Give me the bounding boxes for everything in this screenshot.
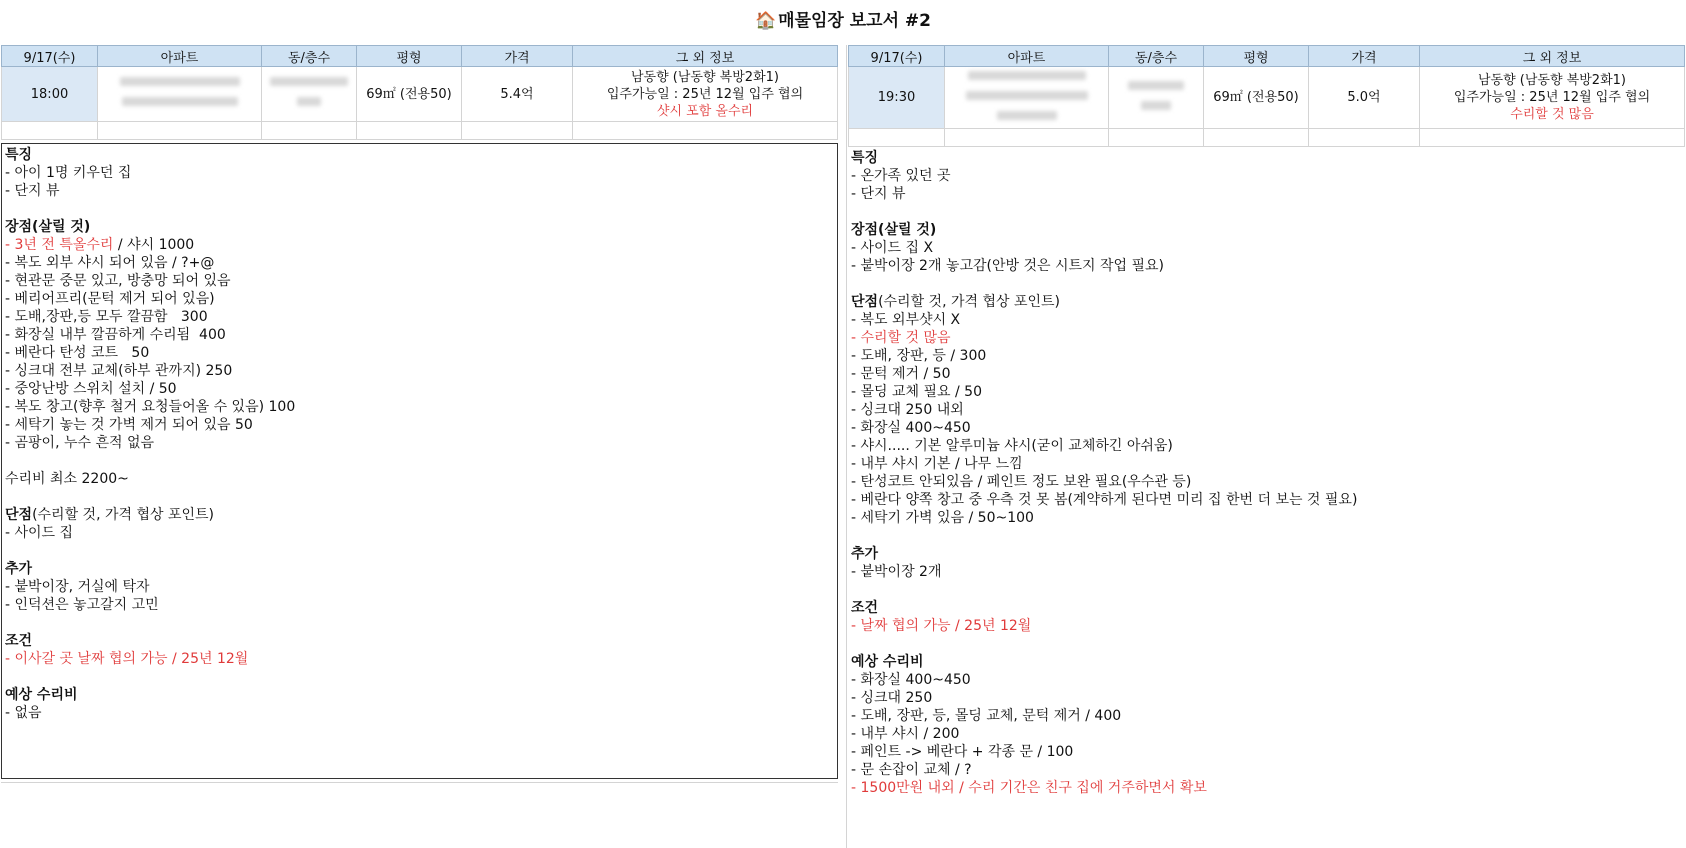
note-text: 추가 [5, 561, 33, 577]
apartment-cell-blurred[interactable] [98, 67, 262, 122]
note-text: - 도배, 장판, 등 / 300 [851, 348, 987, 364]
empty-cell[interactable] [262, 122, 357, 140]
note-line [851, 437, 1682, 455]
redacted-text [966, 91, 1088, 100]
section-heading [5, 686, 834, 704]
time-cell[interactable]: 19:30 [849, 67, 945, 129]
note-text: - 싱크대 250 [851, 690, 933, 706]
note-text: - 복도 외부 샤시 되어 있음 / ?+@ [5, 255, 215, 271]
note-text: - 화장실 내부 깔끔하게 수리됨 400 [5, 327, 226, 343]
note-text: 조건 [5, 633, 33, 649]
note-text: - 붙박이장, 거실에 탁자 [5, 579, 150, 595]
note-text: - 사이드 집 X [851, 240, 934, 256]
empty-cell[interactable] [1309, 129, 1420, 147]
note-line [5, 164, 834, 182]
note-text: - 탄성코트 안되있음 / 페인트 정도 보완 필요(우수관 등) [851, 474, 1192, 490]
section-heading [851, 221, 1682, 239]
blank-line [5, 614, 834, 632]
note-text: - 내부 샤시 / 200 [851, 726, 960, 742]
blank-line [5, 452, 834, 470]
col-header-price[interactable]: 가격 [462, 46, 573, 67]
note-text: 단점 [851, 294, 879, 310]
col-header-building-floor[interactable]: 동/층수 [262, 46, 357, 67]
price-cell[interactable]: 5.4억 [462, 67, 573, 122]
note-text-suffix: / 샤시 1000 [113, 237, 195, 253]
note-text: - 베란다 탄성 코트 50 [5, 345, 150, 361]
note-text: - 날짜 협의 가능 / 25년 12월 [851, 618, 1032, 634]
empty-cell[interactable] [462, 122, 573, 140]
col-header-other-info[interactable]: 그 외 정보 [573, 46, 838, 67]
move-in-text: 입주가능일 : 25년 12월 입주 협의 [1453, 90, 1651, 105]
note-line [5, 326, 834, 344]
note-line [5, 398, 834, 416]
note-line [851, 239, 1682, 257]
note-text: - 문 손잡이 교체 / ? [851, 762, 972, 778]
note-line [5, 578, 834, 596]
note-line [851, 725, 1682, 743]
note-text: 예상 수리비 [851, 654, 924, 670]
empty-cell[interactable] [945, 129, 1109, 147]
blank-line [851, 203, 1682, 221]
note-line [5, 596, 834, 614]
note-text: - 세탁기 가벽 있음 / 50~100 [851, 510, 1034, 526]
note-line [5, 308, 834, 326]
note-text: - 인덕션은 놓고갈지 고민 [5, 597, 159, 613]
note-text: 수리비 최소 2200~ [5, 471, 129, 487]
note-line [5, 650, 834, 668]
section-heading [5, 632, 834, 650]
other-info-cell[interactable] [573, 67, 838, 122]
note-text: - 사이드 집 [5, 525, 74, 541]
note-line [851, 743, 1682, 761]
condition-text: 샷시 포함 올수리 [656, 103, 754, 119]
note-text: - 없음 [5, 705, 42, 721]
empty-cell[interactable] [1420, 129, 1685, 147]
section-heading [851, 149, 1682, 167]
size-cell[interactable]: 69㎡ (전용50) [357, 67, 462, 122]
note-text: - 샤시..... 기본 알루미늄 샤시(굳이 교체하긴 아쉬움) [851, 438, 1173, 454]
section-heading [851, 599, 1682, 617]
blank-line [5, 200, 834, 218]
notes-box[interactable] [848, 147, 1685, 837]
note-text: 예상 수리비 [5, 687, 78, 703]
note-text: 특징 [851, 150, 879, 166]
col-header-other-info[interactable]: 그 외 정보 [1420, 46, 1685, 67]
section-heading [5, 560, 834, 578]
note-text: 특징 [5, 147, 33, 163]
redacted-text [997, 111, 1057, 120]
empty-cell[interactable] [1204, 129, 1309, 147]
note-line [851, 365, 1682, 383]
price-cell[interactable]: 5.0억 [1309, 67, 1420, 129]
note-line [5, 470, 834, 488]
note-line [851, 167, 1682, 185]
note-text: - 화장실 400~450 [851, 672, 971, 688]
note-text-suffix: (수리할 것, 가격 협상 포인트) [32, 507, 215, 523]
note-line [851, 689, 1682, 707]
report-title-text: 매물임장 보고서 #2 [778, 11, 932, 31]
listing-panel-2 [848, 45, 1685, 837]
note-text: 추가 [851, 546, 879, 562]
note-line [851, 383, 1682, 401]
section-heading [5, 506, 834, 524]
note-line [851, 473, 1682, 491]
empty-cell[interactable] [573, 122, 838, 140]
note-line [851, 761, 1682, 779]
note-text: - 붙박이장 2개 놓고감(안방 것은 시트지 작업 필요) [851, 258, 1164, 274]
note-text: - 아이 1명 키우던 집 [5, 165, 132, 181]
note-text: 장점(살릴 것) [851, 222, 937, 238]
empty-cell[interactable] [1109, 129, 1204, 147]
note-text: - 수리할 것 많음 [851, 330, 951, 346]
redacted-text [270, 77, 348, 86]
note-text: - 싱크대 250 내외 [851, 402, 964, 418]
note-line [851, 491, 1682, 509]
note-line [5, 182, 834, 200]
size-cell[interactable]: 69㎡ (전용50) [1204, 67, 1309, 129]
note-line [5, 704, 834, 722]
note-text: - 1500만원 내외 / 수리 기간은 친구 집에 거주하면서 확보 [851, 780, 1207, 796]
blank-line [5, 488, 834, 506]
note-line [5, 272, 834, 290]
redacted-text [1128, 81, 1184, 90]
note-text: - 문턱 제거 / 50 [851, 366, 951, 382]
redacted-text [968, 71, 1086, 80]
time-cell[interactable]: 18:00 [2, 67, 98, 122]
house-icon: 🏠 [754, 11, 777, 31]
note-text: - 도배,장판,등 모두 깔끔함 300 [5, 309, 208, 325]
note-text: - 중앙난방 스위치 설치 / 50 [5, 381, 177, 397]
redacted-text [1141, 101, 1171, 110]
note-text: - 도배, 장판, 등, 몰딩 교체, 문턱 제거 / 400 [851, 708, 1122, 724]
redacted-text [297, 97, 321, 106]
listing-panel-1 [1, 45, 838, 779]
col-header-size[interactable]: 평형 [357, 46, 462, 67]
listing-header-table [1, 45, 838, 140]
empty-cell[interactable] [849, 129, 945, 147]
note-text: - 곰팡이, 누수 흔적 없음 [5, 435, 155, 451]
empty-cell[interactable] [2, 122, 98, 140]
note-text-suffix: (수리할 것, 가격 협상 포인트) [878, 294, 1061, 310]
building-floor-cell-blurred[interactable] [262, 67, 357, 122]
section-heading [5, 218, 834, 236]
move-in-text: 입주가능일 : 25년 12월 입주 협의 [606, 86, 804, 102]
note-text: - 복도 외부샷시 X [851, 312, 961, 328]
note-line [5, 254, 834, 272]
note-line [851, 509, 1682, 527]
date-cell[interactable]: 9/17(수) [2, 46, 98, 67]
note-text: - 단지 뷰 [851, 186, 906, 202]
building-floor-cell-blurred[interactable] [1109, 67, 1204, 129]
note-line [5, 344, 834, 362]
blank-line [851, 581, 1682, 599]
note-text: - 몰딩 교체 필요 / 50 [851, 384, 982, 400]
note-text: - 베란다 양쪽 창고 중 우측 것 못 봄(계약하게 된다면 미리 집 한번 더 보는 것 필요) [851, 492, 1358, 508]
blank-line [851, 275, 1682, 293]
col-header-apartment[interactable]: 아파트 [945, 46, 1109, 67]
col-header-price[interactable]: 가격 [1309, 46, 1420, 67]
empty-cell[interactable] [98, 122, 262, 140]
other-info-cell[interactable] [1420, 67, 1685, 129]
note-text: - 세탁기 놓는 것 가벽 제거 되어 있음 50 [5, 417, 253, 433]
blank-line [851, 635, 1682, 653]
note-text: 단점 [5, 507, 33, 523]
apartment-cell-blurred[interactable] [945, 67, 1109, 129]
note-line [851, 185, 1682, 203]
note-line [5, 416, 834, 434]
orientation-text: 남동향 (남동향 복방2화1) [1478, 73, 1626, 88]
blank-line [5, 542, 834, 560]
note-text: 장점(살릴 것) [5, 219, 91, 235]
blank-line [851, 527, 1682, 545]
notes-box[interactable] [1, 143, 838, 779]
note-text: - 온가족 있던 곳 [851, 168, 951, 184]
note-line [851, 671, 1682, 689]
redacted-text [122, 97, 238, 106]
note-line [5, 380, 834, 398]
note-text: - 3년 전 특올수리 [5, 237, 114, 253]
section-heading [851, 653, 1682, 671]
col-header-size[interactable]: 평형 [1204, 46, 1309, 67]
note-line [851, 617, 1682, 635]
note-text: - 단지 뷰 [5, 183, 60, 199]
section-heading [851, 293, 1682, 311]
note-text: - 페인트 -> 베란다 + 각종 문 / 100 [851, 744, 1074, 760]
empty-cell[interactable] [357, 122, 462, 140]
note-line [5, 236, 834, 254]
panel-divider [846, 45, 847, 848]
note-line [851, 707, 1682, 725]
orientation-text: 남동향 (남동향 복방2화1) [631, 69, 779, 85]
note-line [5, 434, 834, 452]
note-line [5, 362, 834, 380]
note-line [851, 311, 1682, 329]
col-header-apartment[interactable]: 아파트 [98, 46, 262, 67]
section-heading [851, 545, 1682, 563]
note-text: - 현관문 중문 있고, 방충망 되어 있음 [5, 273, 231, 289]
note-text: - 화장실 400~450 [851, 420, 971, 436]
redacted-text [120, 77, 240, 86]
section-heading [5, 146, 834, 164]
grid-line [1, 782, 838, 783]
note-text: 조건 [851, 600, 879, 616]
note-line [851, 419, 1682, 437]
col-header-building-floor[interactable]: 동/층수 [1109, 46, 1204, 67]
listing-header-table [848, 45, 1685, 147]
note-text: - 싱크대 전부 교체(하부 관까지) 250 [5, 363, 233, 379]
condition-text: 수리할 것 많음 [1510, 107, 1594, 122]
note-text: - 내부 샤시 기본 / 나무 느낌 [851, 456, 1023, 472]
note-line [851, 455, 1682, 473]
date-cell[interactable]: 9/17(수) [849, 46, 945, 67]
note-line [851, 347, 1682, 365]
note-line [851, 401, 1682, 419]
note-line [851, 329, 1682, 347]
note-text: - 이사갈 곳 날짜 협의 가능 / 25년 12월 [5, 651, 249, 667]
note-text: - 붙박이장 2개 [851, 564, 942, 580]
note-text: - 베리어프리(문턱 제거 되어 있음) [5, 291, 215, 307]
note-text: - 복도 창고(향후 철거 요청들어올 수 있음) 100 [5, 399, 296, 415]
note-line [851, 779, 1682, 797]
note-line [5, 290, 834, 308]
report-title [0, 8, 1686, 34]
blank-line [5, 668, 834, 686]
note-line [5, 524, 834, 542]
note-line [851, 563, 1682, 581]
note-line [851, 257, 1682, 275]
